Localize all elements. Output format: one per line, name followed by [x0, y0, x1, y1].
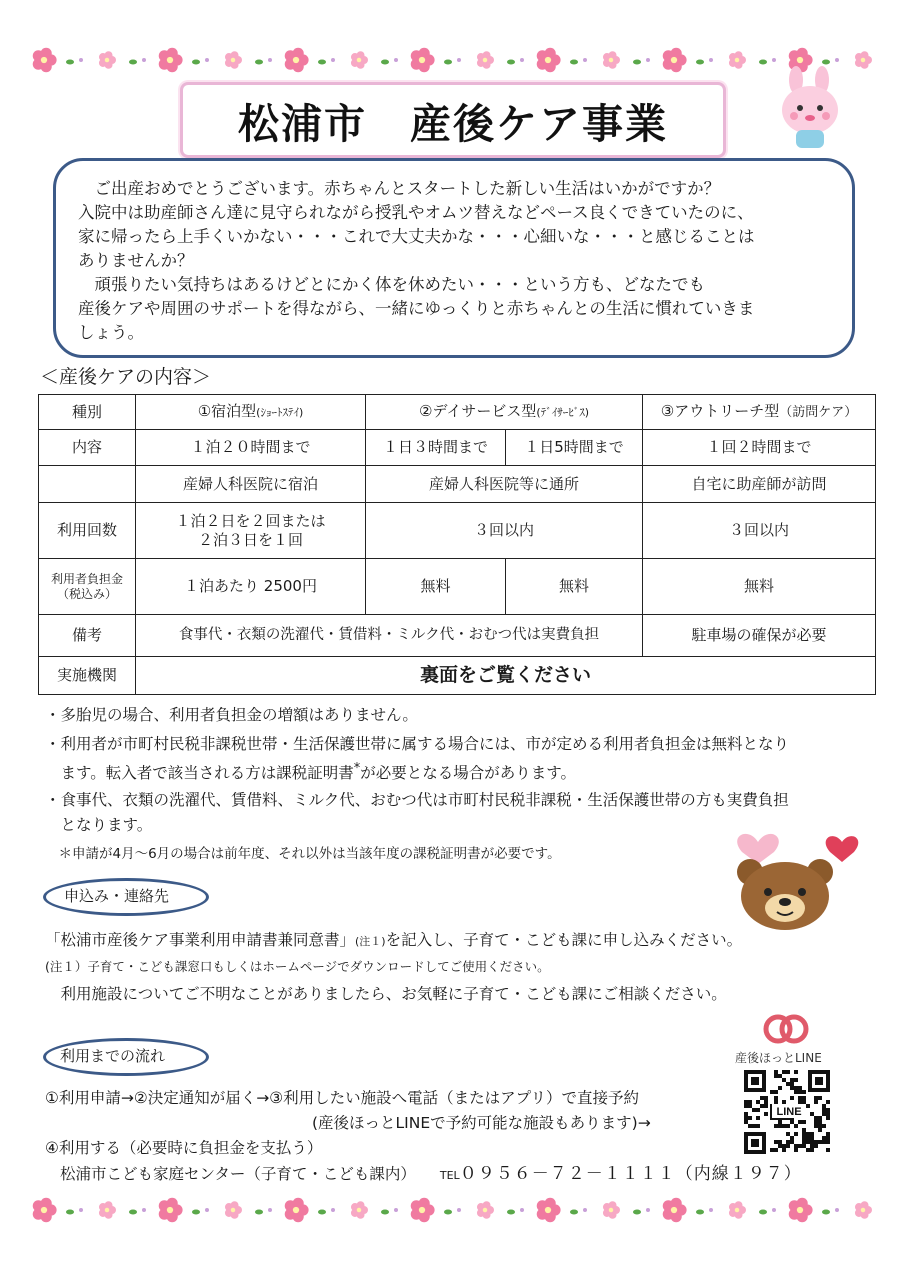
care-services-table: [38, 394, 876, 695]
dot-icon: [709, 58, 713, 62]
table-cell: １日３時間まで: [366, 430, 506, 466]
table-row: [39, 430, 876, 466]
apply-heading: 申込み・連絡先: [64, 887, 170, 905]
flow-line: ④利用する（必要時に負担金を支払う）: [45, 1139, 323, 1157]
dot-icon: [520, 58, 524, 62]
title-box: [180, 82, 726, 158]
row-label: 備考: [39, 615, 136, 657]
flower-icon: [855, 1201, 872, 1219]
flow-line: (産後ほっとLINEで予約可能な施設もあります)→: [312, 1114, 651, 1132]
leaf-icon: [570, 1210, 578, 1215]
flower-icon: [729, 1201, 746, 1219]
apply-text: 「松浦市産後ケア事業利用申請書兼同意書」: [45, 931, 356, 949]
dot-icon: [394, 1208, 398, 1212]
bunny-illustration-icon: [770, 66, 850, 156]
dot-icon: [205, 58, 209, 62]
table-row: [39, 395, 876, 430]
dot-icon: [205, 1208, 209, 1212]
flower-border-bottom: [30, 1190, 880, 1230]
note-line: ＊申請が4月～6月の場合は前年度、それ以外は当該年度の課税証明書が必要です。: [45, 846, 561, 862]
intro-line: 家に帰ったら上手くいかない・・・これで大丈夫かな・・・心細いな・・・と感じることは: [78, 227, 755, 246]
flower-icon: [663, 48, 687, 73]
type-day: [366, 395, 643, 430]
apply-line: [45, 929, 742, 953]
flower-border-top: [30, 40, 880, 80]
dot-icon: [79, 1208, 83, 1212]
type-stay-sub: (ｼｮｰﾄｽﾃｲ): [256, 406, 304, 419]
dot-icon: [79, 58, 83, 62]
row-label: 内容: [39, 430, 136, 466]
type-stay: [136, 395, 366, 430]
leaf-icon: [318, 60, 326, 65]
type-outreach: [643, 395, 876, 430]
row-label: 実施機関: [39, 657, 136, 695]
note-line: ・利用者が市町村民税非課税世帯・生活保護世帯に属する場合には、市が定める利用者負担金は無料となり: [45, 735, 790, 753]
cell-line: （税込み）: [56, 586, 117, 601]
intro-line: 産後ケアや周囲のサポートを得ながら、一緒にゆっくりと赤ちゃんとの生活に慣れていきま: [78, 299, 755, 318]
flower-icon: [537, 1198, 561, 1223]
apply-note-mark: (注１): [355, 935, 386, 948]
flower-icon: [99, 1201, 116, 1219]
flower-icon: [789, 1198, 813, 1223]
leaf-icon: [66, 60, 74, 65]
apply-line: 利用施設についてご不明なことがありましたら、お気軽に子育て・こども課にご相談ください。: [45, 985, 727, 1003]
leaf-icon: [570, 60, 578, 65]
flow-line: ①利用申請→②決定通知が届く→③利用したい施設へ電話（またはアプリ）で直接予約: [45, 1089, 640, 1107]
leaf-icon: [192, 60, 200, 65]
flower-icon: [537, 48, 561, 73]
table-cell: ３回以内: [643, 503, 876, 559]
apply-note: (注１）子育て・こども課窓口もしくはホームページでダウンロードしてご使用ください。: [45, 959, 550, 974]
flower-icon: [33, 1198, 57, 1223]
contact-name: 松浦市こども家庭センター（子育て・こども課内）: [60, 1165, 416, 1183]
dot-icon: [142, 58, 146, 62]
leaf-icon: [66, 1210, 74, 1215]
dot-icon: [520, 1208, 524, 1212]
flower-icon: [99, 51, 116, 69]
leaf-icon: [633, 1210, 641, 1215]
note-mark: *: [353, 761, 361, 776]
table-cell: 無料: [506, 559, 643, 615]
flower-icon: [603, 51, 620, 69]
leaf-icon: [822, 1210, 830, 1215]
dot-icon: [331, 58, 335, 62]
flower-icon: [477, 51, 494, 69]
dot-icon: [268, 1208, 272, 1212]
intro-line: しょう。: [78, 323, 144, 342]
table-cell: [136, 503, 366, 559]
intro-line: 入院中は助産師さん達に見守られながら授乳やオムツ替えなどペース良くできていたのに、: [78, 203, 754, 222]
leaf-icon: [255, 1210, 263, 1215]
note-text: が必要となる場合があります。: [360, 764, 576, 783]
type-outreach-sub: （訪問ケア）: [779, 405, 858, 420]
type-day-sub: (ﾃﾞｲｻｰﾋﾞｽ): [536, 406, 589, 419]
flower-icon: [663, 1198, 687, 1223]
flower-icon: [603, 1201, 620, 1219]
leaf-icon: [696, 60, 704, 65]
leaf-icon: [129, 60, 137, 65]
intro-line: ありませんか？: [78, 251, 194, 270]
dot-icon: [268, 58, 272, 62]
leaf-icon: [507, 1210, 515, 1215]
intro-line: 頑張りたい気持ちはあるけどとにかく体を休めたい・・・という方も、どなたでも: [78, 275, 705, 294]
table-cell: １回２時間まで: [643, 430, 876, 466]
note-text: ます。転入者で該当される方は課税証明書: [45, 764, 354, 783]
table-cell: １日5時間まで: [506, 430, 643, 466]
dot-icon: [457, 58, 461, 62]
leaf-icon: [381, 1210, 389, 1215]
cell-line: 利用者負担金: [50, 571, 123, 586]
dot-icon: [646, 1208, 650, 1212]
intro-message-box: [53, 158, 855, 358]
leaf-icon: [255, 60, 263, 65]
dot-icon: [142, 1208, 146, 1212]
table-cell: ３回以内: [366, 503, 643, 559]
line-logo-icon: [760, 1012, 812, 1046]
flower-icon: [225, 51, 242, 69]
table-row: [39, 503, 876, 559]
flow-heading: 利用までの流れ: [60, 1047, 166, 1065]
leaf-icon: [444, 60, 452, 65]
cell-line: １泊２日を２回または: [175, 511, 326, 530]
table-row: [39, 559, 876, 615]
table-cell: 無料: [366, 559, 506, 615]
dot-icon: [583, 1208, 587, 1212]
table-cell: 駐車場の確保が必要: [643, 615, 876, 657]
note-line: ・多胎児の場合、利用者負担金の増額はありません。: [45, 706, 418, 724]
table-row: [39, 466, 876, 503]
facility-see-back: 裏面をご覧ください: [136, 657, 876, 695]
contact-line: [60, 1163, 802, 1187]
qr-code-icon[interactable]: [742, 1068, 832, 1156]
line-badge-label: 産後ほっとLINE: [735, 1051, 822, 1065]
qr-line-text: LINE: [776, 1106, 802, 1118]
leaf-icon: [822, 60, 830, 65]
flower-icon: [159, 48, 183, 73]
cell-line: ２泊３日を１回: [197, 530, 303, 549]
flower-icon: [285, 1198, 309, 1223]
table-row: [39, 615, 876, 657]
flower-icon: [33, 48, 57, 73]
table-cell: 産婦人科医院等に通所: [366, 466, 643, 503]
flower-icon: [285, 48, 309, 73]
dot-icon: [709, 1208, 713, 1212]
dot-icon: [835, 58, 839, 62]
leaf-icon: [759, 1210, 767, 1215]
table-cell: １泊あたり 2500円: [136, 559, 366, 615]
flower-icon: [411, 48, 435, 73]
bear-illustration-icon: [720, 812, 870, 932]
leaf-icon: [129, 1210, 137, 1215]
table-cell: １泊２０時間まで: [136, 430, 366, 466]
dot-icon: [772, 1208, 776, 1212]
dot-icon: [646, 58, 650, 62]
leaf-icon: [192, 1210, 200, 1215]
apply-text: を記入し、子育て・こども課に申し込みください。: [385, 931, 743, 949]
row-label: [39, 466, 136, 503]
leaf-icon: [633, 60, 641, 65]
dot-icon: [457, 1208, 461, 1212]
note-line: となります。: [45, 816, 153, 834]
leaf-icon: [696, 1210, 704, 1215]
table-cell: 産婦人科医院に宿泊: [136, 466, 366, 503]
note-line: ・食事代、衣類の洗濯代、賃借料、ミルク代、おむつ代は市町村民税非課税・生活保護世帯の方も実費負担: [45, 791, 789, 809]
section-title-care-content: ＜産後ケアの内容＞: [40, 366, 212, 388]
type-day-label: ②デイサービス型: [419, 402, 537, 420]
leaf-icon: [318, 1210, 326, 1215]
row-label: 種別: [39, 395, 136, 430]
dot-icon: [583, 58, 587, 62]
flower-icon: [351, 1201, 368, 1219]
type-outreach-label: ③アウトリーチ型: [660, 402, 780, 420]
dot-icon: [331, 1208, 335, 1212]
page-title: 松浦市 産後ケア事業: [238, 100, 668, 148]
leaf-icon: [444, 1210, 452, 1215]
row-label: [39, 559, 136, 615]
table-cell: 無料: [643, 559, 876, 615]
flower-icon: [411, 1198, 435, 1223]
dot-icon: [772, 58, 776, 62]
tel-number: ０９５６－７２－１１１１（内線１９７）: [459, 1164, 802, 1184]
type-stay-label: ①宿泊型: [197, 402, 257, 420]
dot-icon: [835, 1208, 839, 1212]
dot-icon: [394, 58, 398, 62]
table-row: [39, 657, 876, 695]
tel-label: TEL: [439, 1169, 460, 1182]
flower-icon: [159, 1198, 183, 1223]
table-cell: 食事代・衣類の洗濯代・賃借料・ミルク代・おむつ代は実費負担: [136, 615, 643, 657]
table-cell: 自宅に助産師が訪問: [643, 466, 876, 503]
leaf-icon: [759, 60, 767, 65]
flower-icon: [855, 51, 872, 69]
note-line: [45, 758, 576, 784]
intro-line: ご出産おめでとうございます。赤ちゃんとスタートした新しい生活はいかがですか？: [78, 179, 721, 198]
flower-icon: [351, 51, 368, 69]
row-label: 利用回数: [39, 503, 136, 559]
flower-icon: [729, 51, 746, 69]
flower-icon: [477, 1201, 494, 1219]
flower-icon: [225, 1201, 242, 1219]
leaf-icon: [507, 60, 515, 65]
leaf-icon: [381, 60, 389, 65]
